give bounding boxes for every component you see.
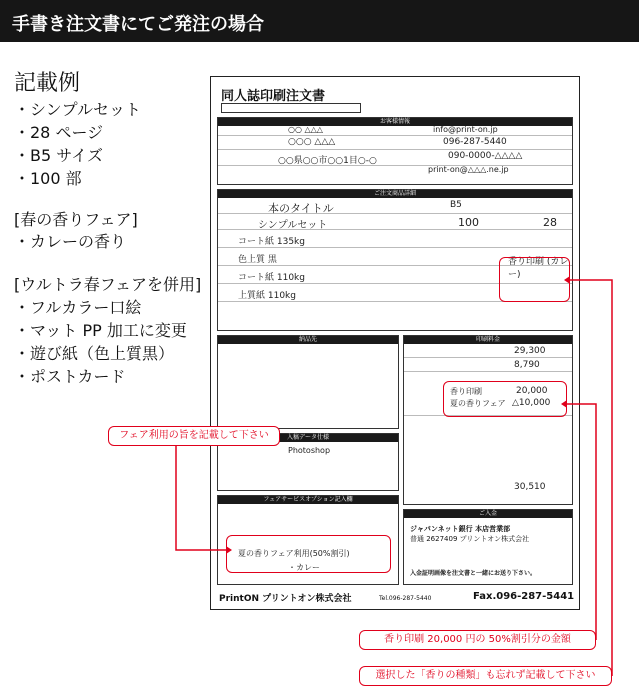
fair-note-callout: フェア利用の旨を記載して下さい: [108, 426, 280, 446]
paper4-value: 上質紙 110kg: [238, 291, 296, 301]
email-value: info@print-on.jp: [433, 125, 498, 134]
list-item: ・ポストカード: [14, 367, 126, 386]
delivery-header: 納品先: [218, 336, 398, 344]
set-name-value: シンプルセット: [258, 220, 328, 231]
scent-fee-value: 20,000: [516, 386, 548, 396]
paper2-value: 色上質 黒: [238, 255, 277, 265]
bank-name: ジャパンネット銀行 本店営業部: [410, 525, 511, 533]
example-title: 記載例: [14, 71, 81, 96]
list-item: ・遊び紙（色上質黒）: [14, 344, 175, 363]
fee-header: 印刷料金: [404, 336, 572, 344]
page-title: 手書き注文書にてご発注の場合: [12, 14, 264, 35]
options-header: フェアサービスオプション記入欄: [218, 496, 398, 504]
mobile-value: 090-0000-△△△△: [448, 151, 523, 161]
paper3-value: コート紙 110kg: [238, 273, 305, 283]
fair2-title: [ウルトラ春フェアを併用]: [14, 275, 202, 294]
company-fax: Fax.096-287-5441: [473, 591, 575, 602]
company-tel: Tel.096-287-5440: [379, 595, 432, 602]
payment-header: ご入金: [404, 510, 572, 518]
list-item: ・28 ページ: [14, 123, 104, 142]
address-value: ○○県○○市○○1目○-○: [278, 156, 377, 166]
paper1-value: コート紙 135kg: [238, 237, 305, 247]
bank-account: 普通 2627409 プリントオン株式会社: [410, 535, 530, 543]
set-fee-value: 29,300: [514, 346, 546, 356]
payment-note: 入金証明画像を注文書と一緒にお送り下さい。: [410, 570, 537, 577]
fair1-title: [春の香りフェア]: [14, 210, 138, 229]
tel-value: 096-287-5440: [443, 137, 507, 147]
company-name: PrintON プリントオン株式会社: [219, 594, 352, 604]
list-item: ・カレーの香り: [14, 232, 127, 251]
scent-label-value: 香り印刷: [450, 387, 482, 396]
list-item: ・フルカラー口絵: [14, 298, 142, 317]
discount-note-callout: 香り印刷 20,000 円の 50%割引分の金額: [359, 630, 596, 650]
notes-line1-value: 夏の香りフェア利用(50%割引): [238, 549, 350, 558]
size-value: B5: [450, 200, 462, 210]
list-item: ・100 部: [14, 169, 82, 188]
mobile-email-value: print-on@△△△.ne.jp: [428, 165, 509, 174]
fair-discount-value: △10,000: [512, 398, 551, 408]
pages-value: 28: [543, 216, 557, 229]
software-value: Photoshop: [288, 446, 331, 455]
name-value: ○○○ △△△: [288, 137, 336, 147]
total-value: 30,510: [514, 482, 546, 492]
data-spec-header: 入稿データ仕様: [218, 434, 398, 442]
half-fee-value: 8,790: [514, 360, 540, 370]
fair-label-value: 夏の香りフェア: [450, 399, 506, 408]
list-item: ・B5 サイズ: [14, 146, 103, 165]
product-header: ご注文商品詳細: [218, 190, 572, 198]
list-item: ・マット PP 加工に変更: [14, 321, 187, 340]
notes-line2-value: ・カレー: [288, 563, 320, 572]
copies-value: 100: [458, 216, 479, 229]
option-note-value: 香り印刷 (カレー): [508, 257, 569, 280]
form-title: 同人誌印刷注文書: [221, 89, 326, 104]
furigana-value: ○○ △△△: [288, 125, 323, 134]
scent-note-callout: 選択した「香りの種類」も忘れず記載して下さい: [359, 666, 612, 686]
book-title-value: 本のタイトル: [268, 202, 334, 215]
customer-header: お客様情報: [218, 118, 572, 126]
list-item: ・シンプルセット: [14, 100, 141, 119]
